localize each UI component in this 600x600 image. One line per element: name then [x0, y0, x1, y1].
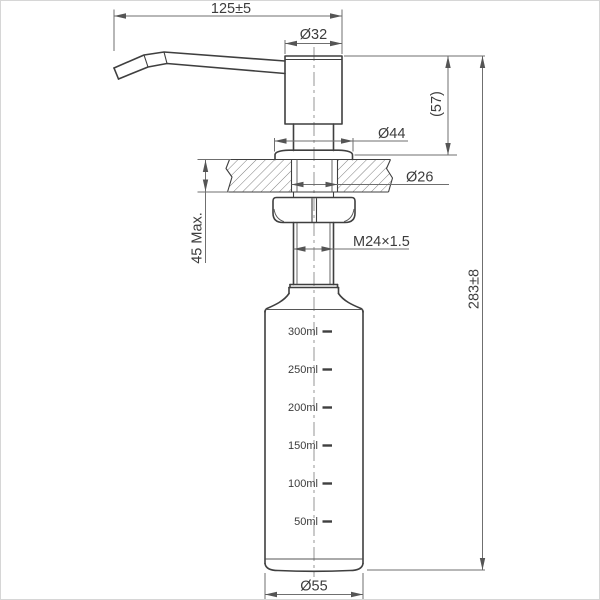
dim-max-counter-thickness-label: 45 Max.	[189, 212, 206, 264]
dim-bottle-diameter-label: Ø55	[300, 578, 328, 595]
graduation-label-250ml: 250ml	[288, 364, 318, 376]
spout	[114, 52, 285, 79]
dim-flange-diameter-label: Ø44	[378, 126, 406, 142]
graduation-label-100ml: 100ml	[288, 478, 318, 490]
counter-cross-section	[226, 160, 393, 193]
dim-head-diameter-label: Ø32	[299, 27, 328, 43]
dim-mounting-hole-label: Ø26	[406, 169, 434, 186]
dim-overall-height-label: 283±8	[466, 268, 483, 310]
dim-height-above-counter	[344, 56, 485, 155]
pump-neck	[294, 124, 334, 151]
dim-max-counter-thickness	[190, 160, 232, 264]
graduation-label-150ml: 150ml	[288, 440, 318, 452]
soap-dispenser-drawing	[1, 1, 599, 599]
dim-flange-diameter	[275, 126, 409, 152]
graduation-label-200ml: 200ml	[288, 402, 318, 414]
shank-stub	[294, 192, 334, 197]
graduation-marks	[288, 326, 332, 528]
graduation-label-300ml: 300ml	[288, 326, 318, 338]
pump-head	[285, 56, 342, 124]
dim-overall-width-label: 125±5	[210, 1, 252, 17]
dim-height-above-counter-label: (57)	[429, 91, 445, 117]
graduation-label-50ml: 50ml	[294, 516, 318, 528]
dim-thread-spec	[294, 234, 410, 250]
dim-head-diameter	[285, 27, 342, 54]
dim-thread-spec-label: M24×1.5	[353, 234, 410, 250]
